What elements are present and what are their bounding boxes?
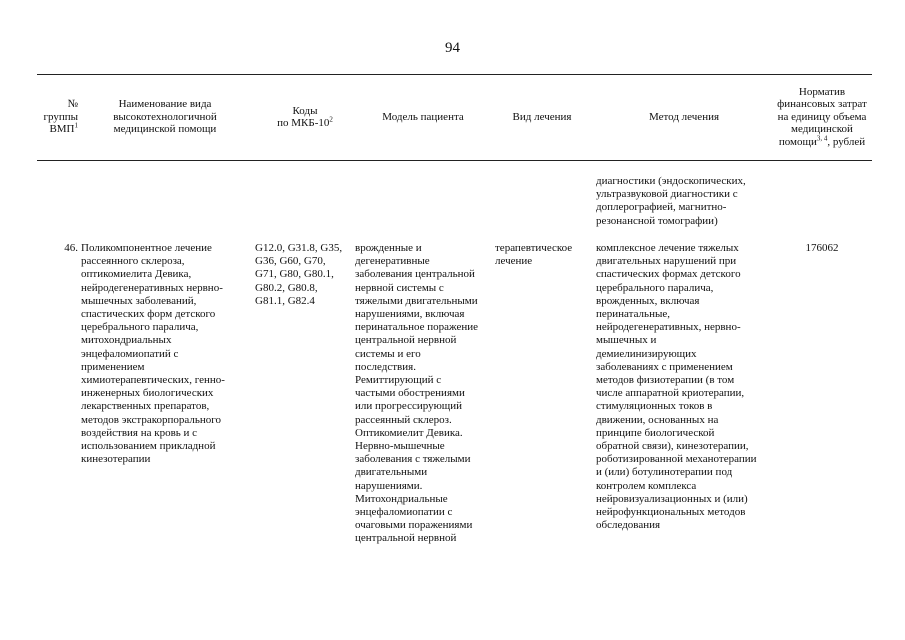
text-line: мышечных заболеваний,: [81, 294, 197, 307]
text-line: методов физиотерапии (в том: [596, 374, 735, 387]
text-line: лечение: [495, 255, 533, 268]
text-line: заболевания с тяжелыми: [355, 453, 471, 466]
text-line: церебрального паралича,: [596, 281, 714, 294]
text-line: и (или) ботулинотерапии под: [596, 466, 733, 479]
text-line: ультразвуковой диагностики с: [596, 188, 738, 201]
header-vmp-label: ВМП$^1$: [49, 121, 78, 136]
text-line: Поликомпонентное лечение: [81, 242, 212, 254]
header-financial-norm: Норматив финансовых затрат на единицу объема медицинской помощи$^{3, 4}$, рублей: [777, 85, 867, 148]
text-line: обратной связи), кинезотерапии,: [596, 440, 749, 453]
text-line: последствия.: [355, 360, 416, 373]
text-line: Нервно-мышечные: [355, 440, 445, 453]
treatment-method: [596, 242, 776, 532]
text-line: мышечных и: [596, 334, 657, 347]
text-line: заболевания центральной: [355, 268, 475, 281]
text-line: центральной нервной: [355, 334, 457, 347]
header-icd-label: по МКБ-$10^2$: [277, 115, 333, 129]
text-line: диагностики (эндоскопических,: [596, 175, 746, 187]
row-number: 46.: [64, 242, 78, 254]
header-bottom-border: [37, 160, 872, 161]
text-line: G80.2, G80.8,: [255, 281, 318, 294]
text-line: энцефаломиопатий с: [81, 347, 179, 360]
text-line: церебрального паралича,: [81, 321, 199, 334]
patient-model: [355, 242, 495, 546]
page-number: 94: [445, 40, 460, 56]
care-type-name: [81, 242, 251, 466]
text-line: врожденные и: [355, 242, 422, 254]
text-line: принципе биологической: [596, 426, 715, 439]
text-line: демиелинизирующих: [596, 347, 697, 360]
text-line: перинатальные,: [596, 308, 670, 321]
header-icd-codes: [260, 74, 350, 160]
text-line: рассеянный склероз.: [355, 413, 452, 426]
text-line: врожденных, включая: [596, 294, 700, 307]
text-line: использованием прикладной: [81, 440, 216, 453]
text-line: Оптикомиелит Девика.: [355, 426, 463, 439]
text-line: G81.1, G82.4: [255, 294, 315, 307]
text-line: роботизированной механотерапии: [596, 453, 757, 466]
text-line: терапевтическое: [495, 242, 573, 254]
text-line: системы и его: [355, 347, 421, 360]
header-patient-model: Модель пациента: [382, 110, 464, 123]
text-line: или прогрессирующий: [355, 400, 463, 413]
text-line: Митохондриальные: [355, 492, 448, 505]
header-treatment-type: Вид лечения: [512, 110, 572, 123]
text-line: G36, G60, G70,: [255, 255, 326, 268]
financial-norm-value: 176062: [805, 242, 839, 254]
text-line: спастических форм детского: [81, 308, 216, 321]
text-line: тяжелыми двигательными: [355, 294, 478, 307]
text-line: резонансной томографии): [596, 214, 718, 227]
text-line: митохондриальных: [81, 334, 172, 347]
text-line: частыми обострениями: [355, 387, 465, 400]
text-line: центральной нервной: [355, 532, 457, 545]
text-line: G71, G80, G80.1,: [255, 268, 334, 281]
text-line: спастических формах детского: [596, 268, 741, 281]
text-line: лекарственных препаратов,: [81, 400, 210, 413]
header-treatment-method: Метод лечения: [648, 110, 720, 123]
method-continuation: [596, 175, 776, 228]
header-codes-label: Коды: [292, 104, 318, 117]
treatment-type: [495, 242, 591, 268]
text-line: применением: [81, 360, 145, 373]
header-care-type-name: Наименование вида высокотехнологичной медицинской помощи: [113, 98, 217, 136]
text-line: кинезотерапии: [81, 453, 151, 466]
text-line: химиотерапевтических, генно-: [81, 374, 225, 387]
text-line: доплерографией, магнитно-: [596, 201, 727, 214]
text-line: нервной системы с: [355, 281, 444, 294]
text-line: G12.0, G31.8, G35,: [255, 242, 343, 254]
text-line: двигательных нарушений при: [596, 255, 737, 268]
text-line: дегенеративные: [355, 255, 430, 268]
text-line: обследования: [596, 519, 661, 532]
text-line: нейровизуализационных и (или): [596, 492, 748, 505]
text-line: нейродегенеративных нервно-: [81, 281, 223, 294]
text-line: энцефаломиопатии с: [355, 506, 453, 519]
text-line: заболеваниях с применением: [596, 360, 733, 373]
icd-codes: [255, 242, 355, 308]
text-line: рассеянного склероза,: [81, 255, 185, 268]
text-line: движении, основанных на: [596, 413, 719, 426]
text-line: Ремиттирующий с: [355, 374, 442, 387]
text-line: нарушениями, включая: [355, 308, 465, 321]
text-line: нейродегенеративных, нервно-: [596, 321, 741, 334]
text-line: инженерных биологических: [81, 387, 214, 400]
text-line: перинатальное поражение: [355, 321, 478, 334]
text-line: комплексное лечение тяжелых: [596, 242, 739, 254]
text-line: оптикомиелита Девика,: [81, 268, 192, 281]
text-line: методов экстракорпорального: [81, 413, 222, 426]
text-line: нарушениями.: [355, 479, 423, 492]
text-line: воздействия на кровь и с: [81, 426, 198, 439]
header-group-label: группы: [43, 110, 78, 123]
header-number-symbol: №: [67, 98, 78, 111]
text-line: числе аппаратной криотерапии,: [596, 387, 745, 400]
text-line: нейрофункциональных методов: [596, 506, 746, 519]
text-line: двигательными: [355, 466, 428, 479]
header-group-number: [30, 74, 78, 160]
text-line: очаговыми поражениями: [355, 519, 473, 532]
text-line: стимуляционных токов в: [596, 400, 713, 413]
text-line: контролем комплекса: [596, 479, 697, 492]
